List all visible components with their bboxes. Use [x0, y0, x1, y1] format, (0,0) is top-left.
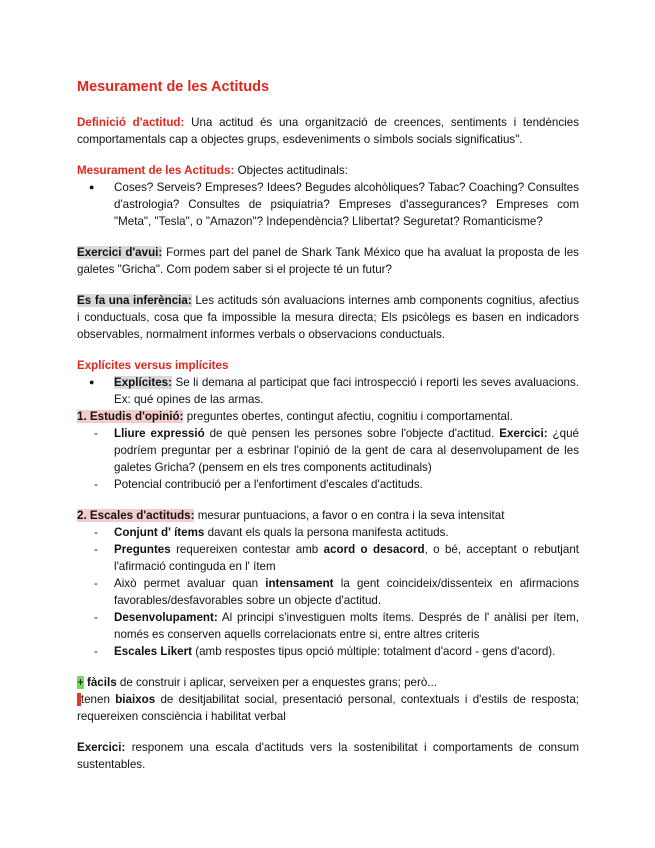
escales-label: 2. Escales d'actituds:	[77, 509, 195, 522]
exercici-avui-label: Exercici d'avui:	[77, 246, 163, 259]
inferencia-text: Les actituds són avaluacions internes amb components cognitius, afectius i conductuals, cosa que fa impossible la mesura directa; Els psicòlegs es basen en indicadors observables, normalment informes verbals o observacions conductuals.	[77, 294, 579, 341]
definicio-label: Definició d'actitud:	[77, 116, 185, 129]
list-item: - Preguntes requereixen contestar amb acord o desacord, o bé, acceptant o rebutjant l'afirmació continguda en l' ítem	[77, 541, 579, 575]
document-page	[77, 78, 579, 773]
mesurament-label: Mesurament de les Actituds:	[77, 164, 235, 177]
cons-text: de desitjabilitat social, presentació personal, contextuals i d'estils de resposta; requereixen consciència i habilitat verbal	[77, 693, 579, 723]
explicites-text: Se li demana al participat que faci introspecció i reporti les seves avaluacions. Ex: qué opines de las armas.	[114, 376, 579, 406]
pros-text: de construir i aplicar, serveixen per a enquestes grans; però...	[116, 676, 437, 689]
mesurament-paragraph	[77, 162, 579, 179]
list-item: - Escales Likert (amb respostes tipus opció múltiple: totalment d'acord - gens d'acord).	[77, 643, 579, 660]
list-item: - Potencial contribució per a l'enfortiment d'escales d'actituds.	[77, 476, 579, 493]
explicites-label: Explícites:	[114, 376, 172, 389]
exercici-final-text: responem una escala d'actituds vers la sostenibilitat i comportaments de consum sustentables.	[77, 741, 579, 771]
page-title: Mesurament de les Actituds	[77, 79, 270, 95]
inferencia-paragraph	[77, 292, 579, 343]
definicio-paragraph	[77, 114, 579, 148]
pros-bold: fàcils	[83, 676, 117, 689]
list-item: - Desenvolupament: Al principi s'investiguen molts ítems. Després de l' anàlisi per ítem, només es conserven aquells correlacionats entre si, entre altres criteris	[77, 609, 579, 643]
estudis-list	[77, 425, 579, 493]
plus-marker: +	[77, 676, 84, 689]
list-item: - Això permet avaluar quan intensament la gent coincideix/dissenteix en afirmacions favorables/desfavorables sobre un objecte d'actitud.	[77, 575, 579, 609]
minus-marker: -	[77, 693, 81, 706]
explicites-list	[77, 374, 579, 408]
estudis-text: preguntes obertes, contingut afectiu, cognitiu i comportamental.	[183, 410, 513, 423]
definicio-text: Una actitud és una organització de creences, sentiments i tendències comportamentals cap a objectes grups, esdeveniments o símbols socials significatius".	[77, 116, 579, 146]
list-item	[77, 374, 579, 408]
list-item: - Lliure expressió de què pensen les persones sobre l'objecte d'actitud. Exercici: ¿qué podríem preguntar per a esbrinar l'opinió de la gent de cara al desenvolupament de les galetes Gricha? (pensem en els tres components actitudinals)	[77, 425, 579, 476]
mesurament-text: Objectes actitudinals:	[234, 164, 348, 177]
mesurament-list	[77, 179, 579, 230]
escales-text: mesurar puntuacions, a favor o en contra i la seva intensitat	[194, 509, 505, 522]
cons-line: -tenen biaixos de desitjabilitat social, presentació personal, contextuals i d'estils de resposta; requereixen consciència i habilitat verbal	[77, 693, 579, 723]
estudis-paragraph	[77, 408, 579, 425]
pros-line	[77, 674, 579, 691]
list-item: - Conjunt d' ítems davant els quals la persona manifesta actituds.	[77, 524, 579, 541]
exercici-avui-paragraph	[77, 244, 579, 278]
exercici-final-label: Exercici:	[77, 741, 126, 754]
exercici-avui-text: Formes part del panel de Shark Tank México que ha avaluat la proposta de les galetes "Gricha". Com podem saber si el projecte té un futur?	[77, 246, 579, 276]
inferencia-label: Es fa una inferència:	[77, 294, 192, 307]
estudis-label: 1. Estudis d'opinió:	[77, 410, 184, 423]
cons-bold: biaixos	[115, 693, 156, 706]
escales-paragraph	[77, 507, 579, 524]
exercici-final-paragraph	[77, 739, 579, 773]
explicites-heading: Explícites versus implícites	[77, 359, 229, 372]
escales-list	[77, 524, 579, 660]
list-item: ● Coses? Serveis? Empreses? Idees? Begudes alcohòliques? Tabac? Coaching? Consultes d'astrologia? Consultes de psiquiatria? Empreses d'assegurances? Empreses com "Meta", "Tesla", o "Amazon"? Independència? Llibertat? Seguretat? Romanticisme?	[77, 179, 579, 230]
